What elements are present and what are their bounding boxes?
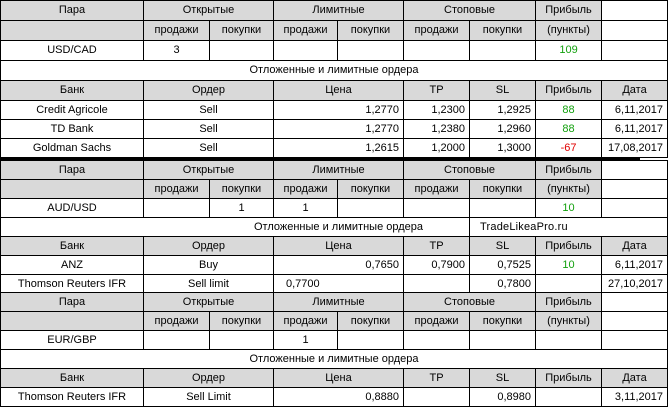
open-buy-header: покупки xyxy=(210,21,274,41)
order-profit-header: Прибыль xyxy=(536,237,602,256)
stop-sell-header: продажи xyxy=(404,312,470,331)
profit-header: Прибыль xyxy=(536,293,602,312)
open-sell-header: продажи xyxy=(144,180,210,199)
limit-sell-header: продажи xyxy=(274,21,338,41)
stop-sell-header: продажи xyxy=(404,180,470,199)
order-cell[interactable]: Sell xyxy=(144,120,274,139)
pair-cell[interactable]: AUD/USD xyxy=(1,199,144,218)
orders-title: Отложенные и лимитные ордера xyxy=(1,350,668,369)
stop-sell-cell[interactable] xyxy=(404,41,470,61)
tp-header: TP xyxy=(404,237,470,256)
limit-sell-cell[interactable] xyxy=(274,41,338,61)
pair-header: Пара xyxy=(1,161,144,180)
price-cell[interactable]: 0,7650 xyxy=(274,256,404,275)
price-cell[interactable]: 1,2770 xyxy=(274,120,404,139)
price-cell[interactable]: 0,7700 xyxy=(274,275,404,294)
price-header: Цена xyxy=(274,369,404,388)
blank-cell xyxy=(602,180,668,199)
open-sell-cell[interactable] xyxy=(144,199,210,218)
blank-cell xyxy=(602,312,668,331)
order-profit-cell[interactable]: -67 xyxy=(536,139,602,158)
open-buy-cell[interactable] xyxy=(210,41,274,61)
sl-cell[interactable]: 0,7800 xyxy=(470,275,536,294)
limit-header: Лимитные xyxy=(274,1,404,21)
limit-header: Лимитные xyxy=(274,293,404,312)
order-cell[interactable]: Sell xyxy=(144,139,274,158)
orders-title: Отложенные и лимитные ордера xyxy=(1,218,470,237)
date-cell[interactable]: 17,08,2017 xyxy=(602,139,668,158)
profit-cell[interactable]: 109 xyxy=(536,41,602,61)
open-sell-header: продажи xyxy=(144,312,210,331)
sl-header: SL xyxy=(470,81,536,101)
open-header: Открытые xyxy=(144,293,274,312)
open-sell-cell[interactable]: 3 xyxy=(144,41,210,61)
blank-cell xyxy=(602,161,668,180)
blank-cell xyxy=(1,312,144,331)
eurgbp-block xyxy=(0,292,668,407)
bank-cell[interactable]: ANZ xyxy=(1,256,144,275)
bank-cell[interactable]: TD Bank xyxy=(1,120,144,139)
tp-cell[interactable]: 1,2300 xyxy=(404,101,470,120)
bank-header: Банк xyxy=(1,369,144,388)
bank-cell[interactable]: Credit Agricole xyxy=(1,101,144,120)
stop-buy-cell[interactable] xyxy=(470,199,536,218)
blank-cell xyxy=(602,1,668,21)
tp-header: TP xyxy=(404,81,470,101)
open-buy-header: покупки xyxy=(210,180,274,199)
order-profit-header: Прибыль xyxy=(536,81,602,101)
sl-cell[interactable]: 1,2925 xyxy=(470,101,536,120)
tp-cell[interactable] xyxy=(404,275,470,294)
open-header: Открытые xyxy=(144,1,274,21)
tp-cell[interactable]: 1,2380 xyxy=(404,120,470,139)
order-header: Ордер xyxy=(144,81,274,101)
profit-header: Прибыль xyxy=(536,161,602,180)
order-cell[interactable]: Sell Limit xyxy=(144,388,274,407)
limit-buy-cell[interactable] xyxy=(338,199,404,218)
order-cell[interactable]: Sell xyxy=(144,101,274,120)
order-profit-cell[interactable]: 88 xyxy=(536,120,602,139)
blank-cell xyxy=(1,21,144,41)
order-header: Ордер xyxy=(144,237,274,256)
sl-header: SL xyxy=(470,237,536,256)
date-header: Дата xyxy=(602,369,668,388)
stop-sell-header: продажи xyxy=(404,21,470,41)
bank-cell[interactable]: Goldman Sachs xyxy=(1,139,144,158)
date-cell[interactable]: 3,11,2017 xyxy=(602,388,668,407)
limit-sell-header: продажи xyxy=(274,312,338,331)
sl-cell[interactable]: 1,2960 xyxy=(470,120,536,139)
limit-buy-cell[interactable] xyxy=(338,41,404,61)
pair-cell[interactable]: EUR/GBP xyxy=(1,331,144,350)
sl-cell[interactable]: 0,8980 xyxy=(470,388,536,407)
tp-cell[interactable]: 0,7900 xyxy=(404,256,470,275)
price-cell[interactable]: 1,2615 xyxy=(274,139,404,158)
limit-buy-header: покупки xyxy=(338,312,404,331)
profit-cell[interactable] xyxy=(536,331,602,350)
profit-cell[interactable]: 10 xyxy=(536,199,602,218)
price-header: Цена xyxy=(274,237,404,256)
tp-cell[interactable]: 1,2000 xyxy=(404,139,470,158)
stop-buy-header: покупки xyxy=(470,312,536,331)
points-header: (пункты) xyxy=(536,180,602,199)
stop-buy-cell[interactable] xyxy=(470,331,536,350)
stop-sell-cell[interactable] xyxy=(404,199,470,218)
pair-header: Пара xyxy=(1,293,144,312)
limit-sell-cell[interactable]: 1 xyxy=(274,199,338,218)
limit-buy-header: покупки xyxy=(338,180,404,199)
order-header: Ордер xyxy=(144,369,274,388)
order-cell[interactable]: Sell limit xyxy=(144,275,274,294)
blank-cell xyxy=(602,331,668,350)
audusd-block xyxy=(0,160,668,294)
open-buy-header: покупки xyxy=(210,312,274,331)
pair-cell[interactable]: USD/CAD xyxy=(1,41,144,61)
order-profit-cell[interactable] xyxy=(536,388,602,407)
blank-cell xyxy=(602,199,668,218)
open-sell-header: продажи xyxy=(144,21,210,41)
blank-cell xyxy=(1,180,144,199)
site-watermark: TradeLikeaPro.ru xyxy=(470,218,668,237)
open-header: Открытые xyxy=(144,161,274,180)
price-cell[interactable]: 1,2770 xyxy=(274,101,404,120)
limit-sell-cell[interactable]: 1 xyxy=(274,331,338,350)
limit-header: Лимитные xyxy=(274,161,404,180)
stop-buy-cell[interactable] xyxy=(470,41,536,61)
open-sell-cell[interactable] xyxy=(144,331,210,350)
blank-cell xyxy=(602,41,668,61)
sl-header: SL xyxy=(470,369,536,388)
date-cell[interactable]: 6,11,2017 xyxy=(602,101,668,120)
order-profit-cell[interactable]: 10 xyxy=(536,256,602,275)
profit-header: Прибыль xyxy=(536,1,602,21)
limit-buy-cell[interactable] xyxy=(338,331,404,350)
points-header: (пункты) xyxy=(536,21,602,41)
usdcad-block xyxy=(0,0,668,158)
date-header: Дата xyxy=(602,237,668,256)
bank-cell[interactable]: Thomson Reuters IFR xyxy=(1,275,144,294)
sl-cell[interactable]: 0,7525 xyxy=(470,256,536,275)
bank-header: Банк xyxy=(1,81,144,101)
open-buy-cell[interactable] xyxy=(210,331,274,350)
sl-cell[interactable]: 1,3000 xyxy=(470,139,536,158)
stop-header: Стоповые xyxy=(404,293,536,312)
bank-cell[interactable]: Thomson Reuters IFR xyxy=(1,388,144,407)
stop-header: Стоповые xyxy=(404,1,536,21)
limit-buy-header: покупки xyxy=(338,21,404,41)
date-header: Дата xyxy=(602,81,668,101)
price-cell[interactable]: 0,8880 xyxy=(274,388,404,407)
price-header: Цена xyxy=(274,81,404,101)
date-cell[interactable]: 6,11,2017 xyxy=(602,256,668,275)
tp-cell[interactable] xyxy=(404,388,470,407)
blank-cell xyxy=(602,293,668,312)
pair-header: Пара xyxy=(1,1,144,21)
stop-sell-cell[interactable] xyxy=(404,331,470,350)
limit-sell-header: продажи xyxy=(274,180,338,199)
stop-buy-header: покупки xyxy=(470,21,536,41)
tp-header: TP xyxy=(404,369,470,388)
stop-buy-header: покупки xyxy=(470,180,536,199)
order-profit-cell[interactable]: 88 xyxy=(536,101,602,120)
order-profit-header: Прибыль xyxy=(536,369,602,388)
blank-cell xyxy=(602,21,668,41)
stop-header: Стоповые xyxy=(404,161,536,180)
order-profit-cell[interactable] xyxy=(536,275,602,294)
date-cell[interactable]: 6,11,2017 xyxy=(602,120,668,139)
date-cell[interactable]: 27,10,2017 xyxy=(602,275,668,294)
orders-title: Отложенные и лимитные ордера xyxy=(1,61,668,81)
order-cell[interactable]: Buy xyxy=(144,256,274,275)
points-header: (пункты) xyxy=(536,312,602,331)
open-buy-cell[interactable]: 1 xyxy=(210,199,274,218)
bank-header: Банк xyxy=(1,237,144,256)
